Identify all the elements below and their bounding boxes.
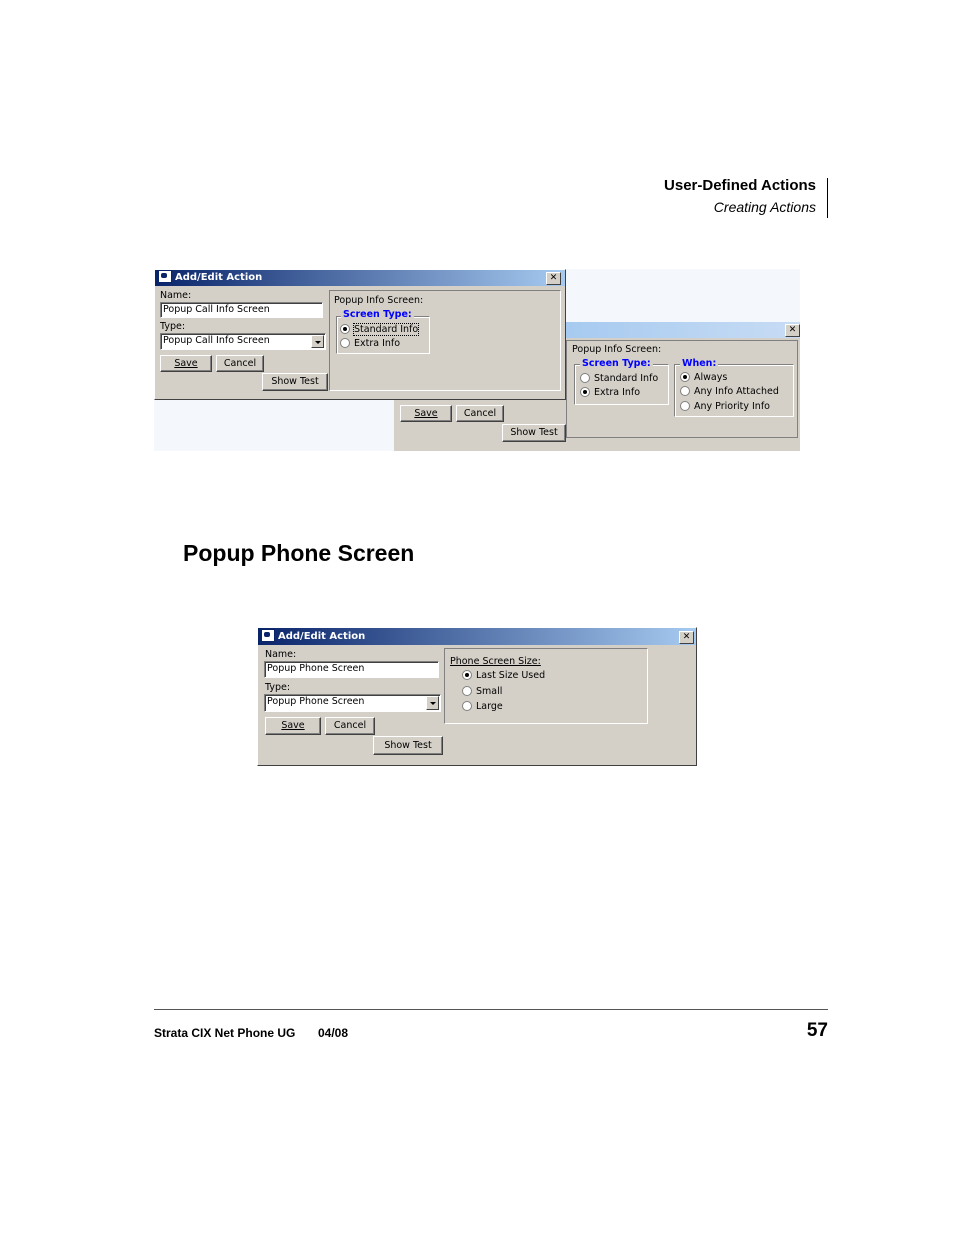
radio-label: Any Priority Info <box>694 401 770 412</box>
running-header-title: User-Defined Actions <box>664 177 816 194</box>
name-label: Name: <box>160 290 192 301</box>
running-header-subtitle: Creating Actions <box>713 199 816 215</box>
radio-extra-info[interactable] <box>580 387 640 398</box>
section-title: Popup Phone Screen <box>183 540 415 566</box>
show-test-button[interactable]: Show Test <box>502 424 566 442</box>
name-field[interactable]: Popup Call Info Screen <box>160 302 323 318</box>
radio-label: Standard Info <box>594 373 659 384</box>
popup-info-label: Popup Info Screen: <box>334 295 424 306</box>
page-number: 57 <box>806 1020 828 1041</box>
type-label: Type: <box>160 321 186 332</box>
radio-label: Extra Info <box>354 338 401 349</box>
radio-standard-info[interactable] <box>580 373 658 384</box>
close-icon[interactable]: ✕ <box>785 324 800 337</box>
header-rule <box>827 178 828 218</box>
radio-button-icon <box>680 386 690 396</box>
chevron-down-icon[interactable] <box>311 335 324 348</box>
cancel-button[interactable]: Cancel <box>216 355 264 372</box>
radio-button-icon <box>680 401 690 411</box>
radio-label: Extra Info <box>594 387 641 398</box>
app-icon <box>261 629 275 642</box>
radio-button-icon <box>340 338 350 348</box>
radio-label: Standard Info <box>354 324 419 335</box>
cancel-button[interactable]: Cancel <box>325 717 375 735</box>
footer-date: 04/08 <box>318 1026 349 1040</box>
radio-small[interactable] <box>462 686 502 697</box>
radio-large[interactable] <box>462 701 503 712</box>
cancel-button[interactable]: Cancel <box>456 405 504 422</box>
radio-any-priority-info[interactable] <box>680 401 770 412</box>
screen-type-title: Screen Type: <box>582 358 651 369</box>
dialog-titlebar: Add/Edit Action <box>258 628 696 645</box>
chevron-down-icon[interactable] <box>426 696 439 710</box>
radio-label: Any Info Attached <box>694 386 779 397</box>
type-dropdown[interactable]: Popup Call Info Screen <box>160 333 326 350</box>
popup-info-label: Popup Info Screen: <box>572 344 662 355</box>
dialog-popup-phone-screen <box>257 627 697 766</box>
radio-label: Always <box>694 372 728 383</box>
radio-button-selected-icon <box>580 387 590 397</box>
dialog-a-titlebar: Add/Edit Action <box>155 270 565 286</box>
close-icon[interactable]: ✕ <box>679 631 694 644</box>
when-title: When: <box>682 358 717 369</box>
radio-button-icon <box>462 701 472 711</box>
type-dropdown[interactable]: Popup Phone Screen <box>264 694 441 712</box>
radio-extra-info[interactable] <box>340 338 400 349</box>
close-icon[interactable]: ✕ <box>546 272 561 285</box>
screenshot-composite <box>154 269 800 451</box>
name-field[interactable]: Popup Phone Screen <box>264 661 439 678</box>
radio-any-info-attached[interactable] <box>680 386 779 397</box>
dialog-b-titlebar <box>564 322 800 338</box>
screen-type-title: Screen Type: <box>343 309 412 320</box>
show-test-button[interactable]: Show Test <box>262 373 328 391</box>
show-test-button[interactable]: Show Test <box>373 736 443 755</box>
radio-button-selected-icon <box>340 324 350 334</box>
radio-standard-info[interactable] <box>340 324 418 335</box>
radio-label: Last Size Used <box>476 670 546 681</box>
radio-button-selected-icon <box>462 670 472 680</box>
radio-always[interactable] <box>680 372 727 383</box>
radio-label: Large <box>476 701 503 712</box>
name-label: Name: <box>265 649 297 660</box>
phone-screen-size-label: Phone Screen Size: <box>450 656 541 667</box>
footer-rule <box>154 1009 828 1010</box>
radio-last-size-used[interactable] <box>462 670 545 681</box>
screen-type-group <box>574 364 669 405</box>
save-button[interactable]: Save <box>265 717 321 735</box>
radio-button-icon <box>462 686 472 696</box>
save-button[interactable]: Save <box>400 405 452 422</box>
radio-button-selected-icon <box>680 372 690 382</box>
type-label: Type: <box>265 682 291 693</box>
dialog-popup-call-info <box>154 269 566 400</box>
radio-label: Small <box>476 686 503 697</box>
save-button[interactable]: Save <box>160 355 212 372</box>
app-icon <box>158 270 172 283</box>
radio-button-icon <box>580 373 590 383</box>
footer-document-title: Strata CIX Net Phone UG <box>154 1026 296 1040</box>
